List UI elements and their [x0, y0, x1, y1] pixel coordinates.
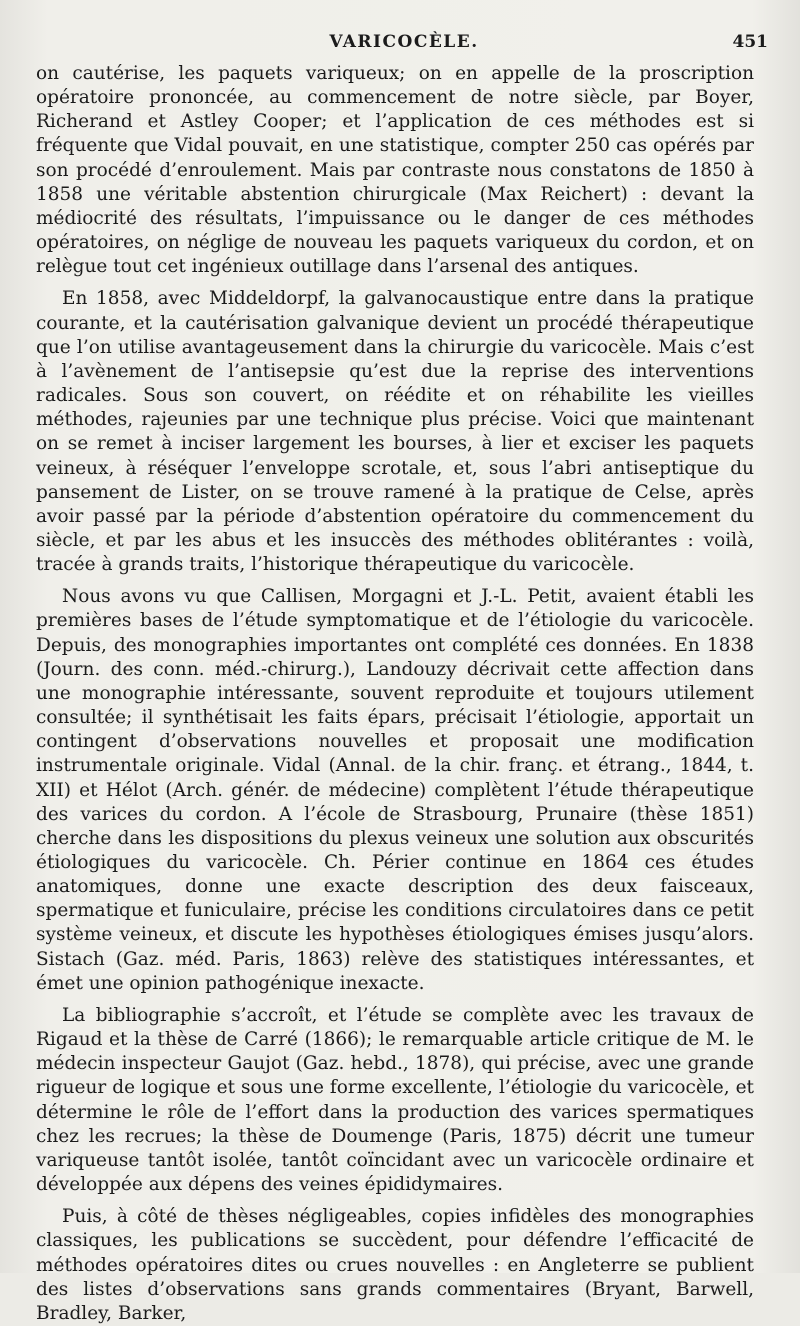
- paragraph-3: Nous avons vu que Callisen, Morgagni et J.-L. Petit, avaient établi les premières bases de l’étude symptomatique et de l’étiologie du varicocèle. Depuis, des monographies importantes ont complété ces données. En 1838 (Journ. des conn. méd.-chirurg.), Landouzy décrivait cette affection dans une monographie intéressante, souvent reproduite et toujours utilement consultée; il synthétisait les faits épars, précisait l’étiologie, apportait un contingent d’observations nouvelles et proposait une modification instrumentale originale. Vidal (Annal. de la chir. franç. et étrang., 1844, t. XII) et Hélot (Arch. génér. de médecine) complètent l’étude thérapeutique des varices du cordon. A l’école de Strasbourg, Prunaire (thèse 1851) cherche dans les dispositions du plexus veineux une solution aux obscurités étiologiques du varicocèle. Ch. Périer continue en 1864 ces études anatomiques, donne une exacte description des deux faisceaux, spermatique et funiculaire, précise les conditions circulatoires dans ce petit système veineux, et discute les hypothèses étiologiques émises jusqu’alors. Sistach (Gaz. méd. Paris, 1863) relève des statistiques intéressantes, et émet une opinion pathogénique inexacte.: [36, 586, 754, 994]
- body-text: [36, 62, 754, 1326]
- running-header: [40, 28, 768, 58]
- paragraph-1: on cautérise, les paquets variqueux; on en appelle de la proscription opératoire prononcée, au commencement de notre siècle, par Boyer, Richerand et Astley Cooper; et l’application de ces méthodes est si fréquente que Vidal pouvait, en une statistique, compter 250 cas opérés par son procédé d’enroulement. Mais par contraste nous constatons de 1850 à 1858 une véritable abstention chirurgicale (Max Reichert) : devant la médiocrité des résultats, l’impuissance ou le danger de ces méthodes opératoires, on néglige de nouveau les paquets variqueux du cordon, et on relègue tout cet ingénieux outillage dans l’arsenal des antiques.: [36, 63, 754, 278]
- paragraph-5: Puis, à côté de thèses négligeables, copies infidèles des monographies classiques, les publications se succèdent, pour défendre l’efficacité de méthodes opératoires dites ou crues nouvelles : en Angleterre se publient des listes d’observations sans grands commentaires (Bryant, Barwell, Bradley, Barker,: [36, 1206, 754, 1324]
- page-number: 451: [732, 32, 768, 52]
- running-title: VARICOCÈLE.: [329, 32, 479, 52]
- paragraph-4: La bibliographie s’accroît, et l’étude se complète avec les travaux de Rigaud et la thèse de Carré (1866); le remarquable article critique de M. le médecin inspecteur Gaujot (Gaz. hebd., 1878), qui précise, avec une grande rigueur de logique et sous une forme excellente, l’étiologie du varicocèle, et détermine le rôle de l’effort dans la production des varices spermatiques chez les recrues; la thèse de Doumenge (Paris, 1875) décrit une tumeur variqueuse tantôt isolée, tantôt coïncidant avec un varicocèle ordinaire et développée aux dépens des veines épididymaires.: [36, 1004, 754, 1196]
- paragraph-2: En 1858, avec Middeldorpf, la galvanocaustique entre dans la pratique courante, et la cautérisation galvanique devient un procédé thérapeutique que l’on utilise avantageusement dans la chirurgie du varicocèle. Mais c’est à l’avènement de l’antisepsie qu’est due la reprise des interventions radicales. Sous son couvert, on réédite et on réhabilite les vieilles méthodes, rajeunies par une technique plus précise. Voici que maintenant on se remet à inciser largement les bourses, à lier et exciser les paquets veineux, à réséquer l’enveloppe scrotale, et, sous l’abri antiseptique du pansement de Lister, on se trouve ramené à la pratique de Celse, après avoir passé par la période d’abstention opératoire du commencement du siècle, et par les abus et les insuccès des méthodes oblitérantes : voilà, tracée à grands traits, l’historique thérapeutique du varicocèle.: [36, 288, 754, 576]
